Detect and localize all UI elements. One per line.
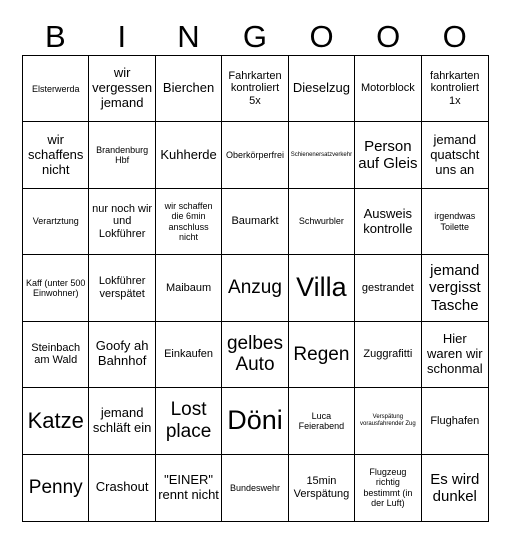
cell-label: Flugzeug richtig bestimmt (in der Luft) xyxy=(363,467,413,509)
bingo-cell[interactable] xyxy=(89,455,155,521)
cell-label: Bundeswehr xyxy=(229,482,281,493)
bingo-cell[interactable] xyxy=(156,56,222,122)
bingo-cell[interactable] xyxy=(23,388,89,454)
bingo-cell[interactable] xyxy=(222,56,288,122)
cell-label: Zuggrafitti xyxy=(363,348,413,361)
cell-label: Villa xyxy=(296,272,347,303)
cell-label: Döni xyxy=(227,405,283,436)
bingo-board xyxy=(22,55,489,522)
cell-label: Dieselzug xyxy=(292,80,350,96)
cell-label: fahrkarten kontroliert 1x xyxy=(430,69,480,108)
bingo-cell[interactable] xyxy=(156,388,222,454)
cell-label: wir vergessen jemand xyxy=(92,65,153,111)
cell-label: Hier waren wir schonmal xyxy=(426,331,483,376)
bingo-cell[interactable] xyxy=(422,322,488,388)
cell-label: Kaff (unter 500 Einwohner) xyxy=(26,277,86,298)
cell-label: Bierchen xyxy=(162,80,215,96)
cell-label: Brandenburg Hbf xyxy=(96,144,149,166)
bingo-cell[interactable] xyxy=(23,122,89,188)
bingo-cell[interactable] xyxy=(89,255,155,321)
cell-label: Person auf Gleis xyxy=(358,137,418,173)
header-letter-g: G xyxy=(242,19,268,54)
bingo-cell[interactable] xyxy=(222,322,288,388)
bingo-header xyxy=(22,18,488,56)
cell-label: Luca Feierabend xyxy=(298,410,345,431)
cell-label: Maibaum xyxy=(165,281,212,294)
bingo-cell[interactable] xyxy=(23,189,89,255)
cell-label: Elsterwerda xyxy=(31,83,80,94)
header-letter-o-1: O xyxy=(309,19,334,54)
cell-label: jemand schläft ein xyxy=(92,404,152,435)
cell-label: Goofy ah Bahnhof xyxy=(95,338,149,369)
bingo-cell[interactable] xyxy=(289,322,355,388)
cell-label: Einkaufen xyxy=(164,348,214,361)
cell-label: wir schaffen die 6min anschluss nicht xyxy=(164,200,213,242)
cell-label: Regen xyxy=(293,343,350,365)
bingo-cell[interactable] xyxy=(222,455,288,521)
bingo-cell[interactable] xyxy=(23,255,89,321)
cell-label: gelbes Auto xyxy=(226,332,283,376)
bingo-cell[interactable] xyxy=(422,255,488,321)
bingo-cell[interactable] xyxy=(289,189,355,255)
cell-label: Schwurbler xyxy=(298,216,344,227)
bingo-cell[interactable] xyxy=(89,388,155,454)
cell-label: Penny xyxy=(28,476,83,498)
cell-label: Lokführer verspätet xyxy=(98,275,146,300)
cell-label: Lost place xyxy=(165,399,212,442)
bingo-cell[interactable] xyxy=(355,56,421,122)
cell-label: Oberkörperfrei xyxy=(225,149,284,160)
bingo-cell[interactable] xyxy=(355,255,421,321)
header-letter-o-2: O xyxy=(376,19,401,54)
cell-label: Es wird dunkel xyxy=(430,470,480,505)
cell-label: Flughafen xyxy=(430,414,480,427)
bingo-cell[interactable] xyxy=(355,122,421,188)
bingo-cell[interactable] xyxy=(156,189,222,255)
bingo-cell[interactable] xyxy=(422,189,488,255)
cell-label: Schienenersatzverkehr xyxy=(290,151,353,158)
bingo-cell[interactable] xyxy=(23,56,89,122)
bingo-cell[interactable] xyxy=(289,255,355,321)
bingo-cell[interactable] xyxy=(355,455,421,521)
cell-label: Motorblock xyxy=(360,82,415,95)
bingo-cell[interactable] xyxy=(355,189,421,255)
cell-label: Ausweis kontrolle xyxy=(363,205,413,236)
bingo-cell[interactable] xyxy=(422,388,488,454)
bingo-cell[interactable] xyxy=(289,388,355,454)
bingo-cell[interactable] xyxy=(222,189,288,255)
bingo-cell[interactable] xyxy=(89,56,155,122)
cell-label: Anzug xyxy=(228,277,282,299)
cell-label: irgendwas Toilette xyxy=(434,211,476,232)
bingo-cell[interactable] xyxy=(222,255,288,321)
bingo-cell[interactable] xyxy=(222,388,288,454)
cell-label: Verspätung vorausfahrender Zug xyxy=(360,413,416,427)
bingo-cell[interactable] xyxy=(156,122,222,188)
bingo-cell[interactable] xyxy=(289,455,355,521)
bingo-cell[interactable] xyxy=(289,56,355,122)
header-letter-o-3: O xyxy=(442,19,467,54)
cell-label: 15min Verspätung xyxy=(293,475,350,500)
bingo-cell[interactable] xyxy=(23,322,89,388)
header-letter-i: I xyxy=(117,19,127,54)
bingo-cell[interactable] xyxy=(422,122,488,188)
cell-label: nur noch wir und Lokführer xyxy=(92,202,153,240)
cell-label: jemand vergisst Tasche xyxy=(428,262,481,314)
cell-label: Crashout xyxy=(95,479,149,495)
cell-label: Baumarkt xyxy=(231,215,279,228)
cell-label: Kuhherde xyxy=(160,146,217,162)
cell-label: Katze xyxy=(27,408,84,434)
cell-label: Verartztung xyxy=(32,216,79,227)
header-letter-b: B xyxy=(44,19,66,54)
cell-label: Fahrkarten kontroliert 5x xyxy=(228,69,282,108)
header-letter-n: N xyxy=(177,19,200,54)
cell-label: wir schaffens nicht xyxy=(28,131,84,177)
bingo-cell[interactable] xyxy=(222,122,288,188)
bingo-cell[interactable] xyxy=(355,388,421,454)
bingo-cell[interactable] xyxy=(355,322,421,388)
bingo-cell[interactable] xyxy=(89,189,155,255)
bingo-cell[interactable] xyxy=(156,255,222,321)
bingo-cell[interactable] xyxy=(422,56,488,122)
cell-label: Steinbach am Wald xyxy=(31,341,81,367)
bingo-cell[interactable] xyxy=(89,122,155,188)
bingo-cell[interactable] xyxy=(156,455,222,521)
bingo-cell[interactable] xyxy=(422,455,488,521)
cell-label: jemand quatscht uns an xyxy=(430,131,480,177)
cell-label: gestrandet xyxy=(361,281,414,294)
bingo-cell[interactable] xyxy=(156,322,222,388)
bingo-cell[interactable] xyxy=(89,322,155,388)
cell-label: "EINER" rennt nicht xyxy=(158,471,219,502)
bingo-cell[interactable] xyxy=(289,122,355,188)
bingo-cell[interactable] xyxy=(23,455,89,521)
